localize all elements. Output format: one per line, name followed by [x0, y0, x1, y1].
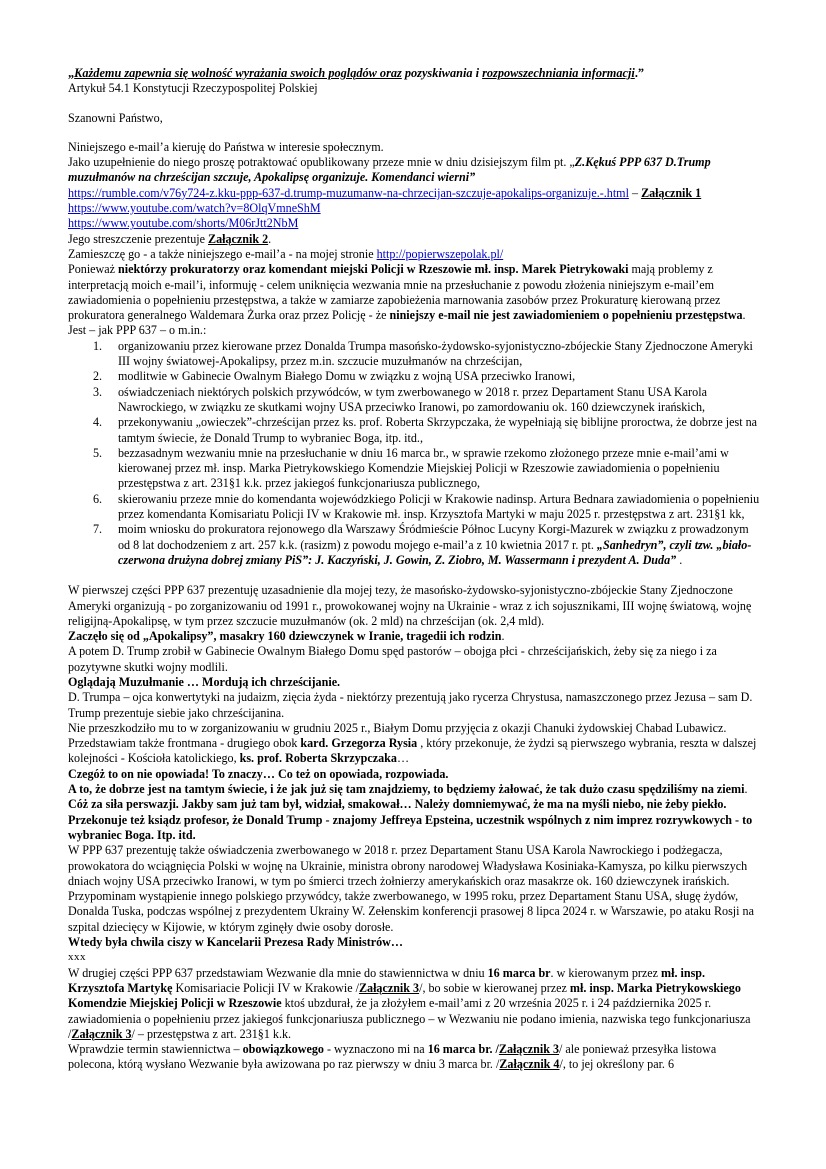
body-paragraph-13: Przypominam wystąpienie innego polskiego przywódcy, także zwerbowanego, w 1995 roku, przez Departament Stanu USA, sługę żydów, Donalda Tuska, podczas wspólnej z prezydentem Ukrainy W. Zełenskim konferencji prasowej 8 lipca 2024 r. w Warszawie, po ataku Rosji na szpital dziecięcy w Kijowie, w którym zginęły dwie osoby dorosłe. [68, 889, 754, 934]
body-7-text-a: Przedstawiam także frontmana - drugiego obok [68, 736, 301, 751]
section-two-paragraph-1 [68, 966, 760, 1042]
list-item: przekonywaniu „owieczek”-chrześcijan przez ks. prof. Roberta Skrzypczaka, że wypełniają się biblijne proroctwa, że dobrze jest na tamtym świecie, że Donald Trump to wybraniec Boga, itp. itd., [118, 415, 757, 445]
body-bold-11: Przekonuje też ksiądz profesor, że Donald Trump - znajomy Jeffreya Epsteina, uczestnik wspólnych z nim imprez rozrywkowych - to wybraniec Boga. Itp. itd. [68, 812, 753, 842]
list-item-7-tail: . [676, 552, 683, 567]
attachment-ref-2: Załącznik 2 [208, 231, 269, 246]
numbered-list [68, 339, 760, 568]
quote-close-mark: .” [634, 66, 645, 80]
author-website-link[interactable]: http://popierwszepolak.pl/ [376, 246, 504, 261]
body-paragraph-7 [68, 736, 760, 767]
s2-text-c: . w kierowanym przez [550, 965, 662, 980]
list-item: organizowaniu przez kierowane przez Donalda Trumpa masońsko-żydowsko-syjonistyczno-zbójeckie Stany Zjednoczone Ameryki III wojny światowej-Apokalipsy, przez m.in. szczucie muzułmanów na chrześcijan, [118, 338, 753, 369]
s2b-text-h: /, to jej określony par. 6 [559, 1057, 675, 1072]
body-7-text-e: … [396, 751, 410, 766]
cardinal-rys-name: kard. Grzegorza Rysia [300, 736, 418, 751]
pietrykowski-name: mł. insp. Marka Pietrykowskiego Komendzie Miejskiej Policji w Rzeszowie [68, 980, 741, 1011]
constitution-quote [68, 66, 760, 81]
prosecutors-text-3: . [742, 308, 746, 323]
body-paragraph-6: Nie przeszkodziło mu to w zorganizowaniu w grudniu 2025 r., Białym Domu przyjęcia z okazji Chanuki żydowskiej Chabad Lubawicz. [68, 720, 727, 735]
attachment-ref-3b: Załącznik 3 [71, 1026, 132, 1041]
list-item: oświadczeniach niektórych polskich przywódców, w tym zwerbowanego w 2018 r. przez Departament Stanu USA Karola Nawrockiego, w związku ze skutkami wojny USA przeciwko Iranowi, po zamordowaniu ok. 160 dziewczynek irańskich, [118, 384, 707, 414]
summons-date: 16 marca br [487, 965, 551, 980]
attachment-ref-3c: Załącznik 3 [498, 1042, 560, 1057]
intro-line-1: Niniejszego e-mail’a kieruję do Państwa w interesie społecznym. [68, 139, 384, 154]
body-bold-9 [68, 782, 760, 797]
document-body [68, 66, 760, 1073]
section-divider: xxx [68, 951, 86, 964]
rumble-video-link[interactable]: https://rumble.com/v76y724-z.kku-ppp-637-d.trump-muzumanw-na-chrzecijan-szczuje-apokalips-organizuje.-.html [68, 185, 629, 200]
prosecutors-bold-names: niektórzy prokuratorzy oraz komendant miejski Policji w Rzeszowie mł. insp. Marek Pietrykowaki [118, 262, 629, 277]
body-paragraph-12: W PPP 637 prezentuję także oświadczenia zwerbowanego w 2018 r. przez Departament Stanu USA Karola Nawrockiego i podżegacza, prowokatora do wciągnięcia Polski w wojnę na Ukrainie, ministra obrony narodowej Władysława Kosiniaka-Kamysza, po kilku pierwszych dniach wojny USA przeciwko Iranowi, w tym po śmierci trzech żołnierzy amerykańskich oraz masakrze ok. 160 dziewczynek irańskich. [68, 843, 748, 888]
list-intro: Jest – jak PPP 637 – o m.in.: [68, 323, 207, 338]
s2b-text-c: - wyznaczono mi na [323, 1042, 428, 1057]
list-item [68, 522, 760, 568]
intro-quote-close: ” [469, 170, 476, 185]
attachment-ref-3a: Załącznik 3 [358, 980, 420, 995]
youtube-shorts-link[interactable]: https://www.youtube.com/shorts/M06rJtt2NbM [68, 216, 299, 231]
website-prefix: Zamieszczę go - a także niniejszego e-mail’a - na mojej stronie [68, 246, 377, 261]
prosecutors-bold-disclaimer: niniejszy e-mail nie jest zawiadomieniem o popełnieniu przestępstwa [389, 308, 743, 323]
quote-text-part-2: pozyskiwania i [401, 66, 483, 80]
body-bold-9-tail: . [744, 782, 748, 797]
salutation: Szanowni Państwo, [68, 110, 163, 125]
youtube-watch-link[interactable]: https://www.youtube.com/watch?v=8OlqVmneShM [68, 201, 321, 216]
summary-suffix: . [268, 231, 272, 246]
s2b-text-f: / ale ponieważ przesyłka listowa polecona, którą wysłano Wezwanie była awizowana po raz pierwszy w dniu 3 marca br. / [68, 1042, 717, 1072]
s2-text-g: /, bo sobie w kierowanej przez [419, 980, 570, 995]
list-item: skierowaniu przeze mnie do komendanta wojewódzkiego Policji w Krakowie nadinsp. Artura Bednara zawiadomienia o popełnieniu przez komendanta Komisariatu Policji IV w Krakowie mł. insp. Krzysztofa Martyki w maju 2025 r. przestępstwa z art. 231§1 kk, [118, 491, 760, 522]
body-bold-2 [68, 629, 760, 644]
body-bold-4: Oglądają Muzułmanie … Mordują ich chrześcijanie. [68, 674, 341, 689]
body-paragraph-3: A potem D. Trump zrobił w Gabinecie Owalnym Białego Domu spęd pastorów – obojga płci - chrześcijańskich, żeby się za niego i za pozytywne skutki wojny modlili. [68, 644, 717, 674]
quote-text-part-3: rozpowszechniania informacji [482, 66, 635, 80]
link-1-dash: – [628, 185, 642, 200]
intro-line-2 [68, 155, 760, 186]
body-bold-2-text: Zaczęło się od „Apokalipsy”, masakry 160 dziewczynek w Iranie, tragedii ich rodzin [68, 629, 502, 644]
list-item-7-title: „Sanhedryn”, czyli tzw. „biało-czerwona drużyna dobrej zmiany PiS”: J. Kaczyński, J. Gowin, Z. Ziobro, M. Wassermann i prezydent A. Duda” [118, 537, 752, 567]
priest-skrzypczak-name: ks. prof. Roberta Skrzypczaka [239, 751, 397, 766]
list-item: bezzasadnym wezwaniu mnie na przesłuchanie w dniu 16 marca br., w sprawie rzekomo złożonego przeze mnie e-mail’ami w kierowanej przez mł. insp. Marka Pietrykowskiego Komendzie Miejskiej Policji w Rzeszowie zawiadomienia o popełnieniu przestępstwa z art. 231§1 k.k. przez jakiegoś funkcjonariusza publicznego, [118, 445, 729, 491]
body-paragraph-5: D. Trumpa – ojca konwertytyki na judaizm, zięcia żyda - niektórzy prezentują jako rycerza Chrystusa, namaszczonego przez Jezusa – sam D. Trump prezentuje siebie jako chrześcijanina. [68, 690, 753, 720]
summary-prefix: Jego streszczenie prezentuje [68, 231, 209, 246]
body-bold-2-tail: . [501, 629, 505, 644]
body-7-text-c: , który przekonuje, że żydzi są pierwszego wybrania, reszta w dalszej kolejności - Kościoła katolickiego, [68, 736, 757, 766]
s2-text-k: / – przestępstwa z art. 231§1 k.k. [131, 1026, 292, 1041]
prosecutors-text-2: mają problemy z interpretacją moich e-mail’i, informuję - celem uniknięcia wezwania mnie na przesłuchanie z powodu złożenia niniejszym e-mail’em zawiadomienia o popełnieniu przestępstwa, a także w zamiarze zapobieżenia marnowania zasobów przez Prokuraturę kierowaną przez prokuratora generalnego Waldemara Żurka oraz przez Policję - że [68, 262, 721, 323]
link-row-2 [68, 201, 760, 216]
martyka-name: mł. insp. Krzysztofa Martykę [68, 965, 706, 995]
intro-line-2-prefix: Jako uzupełnienie do niego proszę potraktować opublikowany przeze mnie w dniu dzisiejszym film pt. [68, 155, 570, 170]
body-bold-10: Cóż za siła perswazji. Jakby sam już tam był, widział, smakował… Należy domniemywać, że ma na myśli niebo, nie żeby piekło. [68, 797, 727, 812]
s2-text-e: Komisariacie Policji IV w Krakowie / [172, 980, 359, 995]
s2-text-a: W drugiej części PPP 637 przedstawiam Wezwanie dla mnie do stawiennictwa w dniu [68, 965, 488, 980]
list-item: modlitwie w Gabinecie Owalnym Białego Domu w związku z wojną USA przeciwko Iranowi, [118, 369, 576, 384]
s2b-text-a: Wprawdzie termin stawiennictwa – [68, 1042, 243, 1057]
intro-quote-open: „ [569, 155, 575, 170]
attachment-ref-1: Załącznik 1 [641, 185, 702, 200]
film-title: Z.Kękuś PPP 637 D.Trump muzułmanów na chrześcijan szczuje, Apokalipsę organizuje. Komendanci wierni [68, 155, 711, 185]
s2-text-i: ktoś ubzdurał, że ja złożyłem e-mail’ami z 20 września 2025 r. i 24 października 2025 r. zawiadomienia o popełnieniu przez jakiegoś funkcjonariusza publicznego – w Wezwaniu nie podano imienia, nazwiska tego funkcjonariusza / [68, 996, 751, 1041]
attachment-ref-4: Załącznik 4 [499, 1057, 560, 1072]
body-paragraph-1: W pierwszej części PPP 637 prezentuję uzasadnienie dla mojej tezy, że masońsko-żydowsko-syjonistyczno-zbójeckie Stany Zjednoczone Ameryki organizują - po zorganizowaniu od 1991 r., prowokowanej wojny na Ukrainie - wraz z ich sojusznikami, III wojnę światową, wojnę religijną-Apokalipsę, w tym przez szczucie muzułmanów (ok. 2 mld) na chrześcijan (ok. 2,4 mld). [68, 583, 752, 628]
website-line [68, 247, 760, 262]
appearance-date: 16 marca br. / [427, 1042, 499, 1057]
section-two-paragraph-2 [68, 1042, 760, 1073]
body-bold-9-text: A to, że dobrze jest na tamtym świecie, i że jak już się tam znajdziemy, to będziemy żałować, że tak dużo czasu spędziliśmy na ziemi [68, 782, 745, 797]
quote-source: Artykuł 54.1 Konstytucji Rzeczypospolitej Polskiej [68, 81, 318, 96]
quote-text-part-1: Każdemu zapewnia się wolność wyrażania swoich poglądów oraz [74, 66, 402, 80]
link-row-1 [68, 186, 760, 201]
mandatory-word: obowiązkowego [242, 1042, 324, 1057]
list-item-7-text: moim wniosku do prokuratora rejonowego dla Warszawy Śródmieście Północ Lucyny Korgi-Mazurek w związku z prowadzonym od 8 lat dochodzeniem z art. 257 k.k. (rasizm) z powodu mojego e-mail’a z 10 kwietnia 2017 r. pt. [118, 522, 749, 552]
prosecutors-text-1: Ponieważ [68, 262, 119, 277]
prosecutors-paragraph [68, 262, 760, 323]
body-bold-14: Wtedy była chwila ciszy w Kancelarii Prezesa Rady Ministrów… [68, 935, 403, 950]
link-row-3 [68, 216, 760, 231]
body-bold-8: Czegóż to on nie opowiada! To znaczy… Co też on opowiada, rozpowiada. [68, 766, 449, 781]
summary-line [68, 232, 760, 247]
quote-open-mark: „ [68, 66, 75, 80]
